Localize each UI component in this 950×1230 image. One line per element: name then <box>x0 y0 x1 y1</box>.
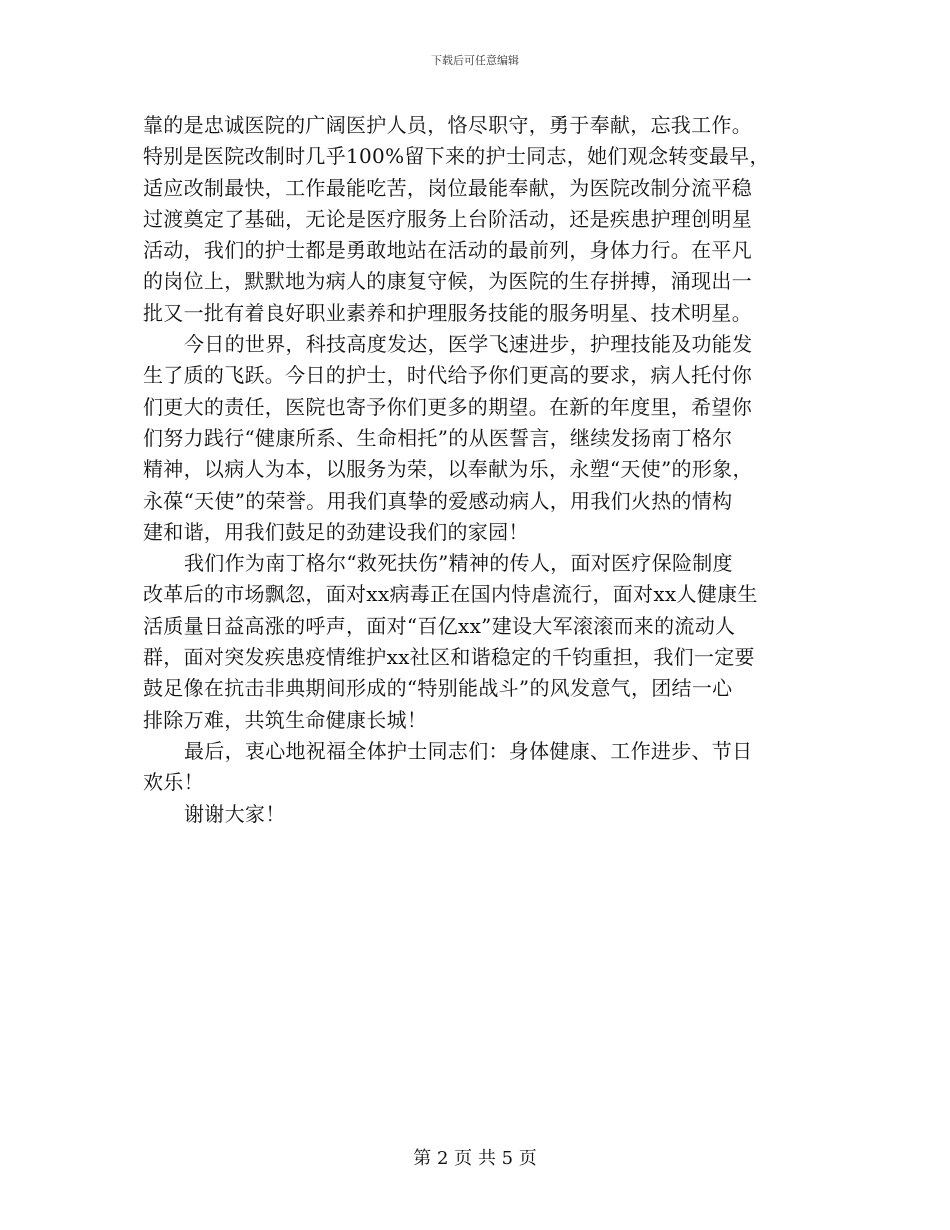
text-line: 最后，衷心地祝福全体护士同志们：身体健康、工作进步、节日 <box>184 738 753 763</box>
text-line: 永葆“天使”的荣誉。用我们真挚的爱感动病人，用我们火热的情构 <box>143 488 733 513</box>
paragraph <box>143 736 803 799</box>
text-line: 鼓足像在抗击非典期间形成的“特别能战斗”的风发意气，团结一心 <box>143 676 733 701</box>
text-line: 排除万难，共筑生命健康长城！ <box>143 707 428 732</box>
text-line: 精神，以病人为本，以服务为荣，以奉献为乐，永塑“天使”的形象， <box>143 457 753 482</box>
text-line: 们更大的责任，医院也寄予你们更多的期望。在新的年度里，希望你 <box>143 394 752 419</box>
text-line: 批又一批有着良好职业素养和护理服务技能的服务明星、技术明星。 <box>143 300 752 325</box>
text-line: 今日的世界，科技高度发达，医学飞速进步，护理技能及功能发 <box>184 332 753 357</box>
text-line: 们努力践行“健康所系、生命相托”的从医誓言，继续发扬南丁格尔 <box>143 425 733 450</box>
text-line: 改革后的市场飘忽，面对xx病毒正在国内恃虐流行，面对xx人健康生 <box>143 582 758 607</box>
text-line: 欢乐！ <box>143 770 204 795</box>
paragraph <box>143 329 803 548</box>
paragraph <box>143 548 803 736</box>
text-line: 靠的是忠诚医院的广阔医护人员，恪尽职守，勇于奉献，忘我工作。 <box>143 113 752 137</box>
page-footer <box>0 1147 950 1171</box>
paragraph <box>143 799 803 830</box>
page-number: 第 2 页 共 5 页 <box>413 1148 537 1169</box>
text-line: 谢谢大家！ <box>184 801 286 826</box>
document-body <box>143 110 803 830</box>
text-line: 我们作为南丁格尔“救死扶伤”精神的传人，面对医疗保险制度 <box>184 551 733 576</box>
text-line: 活动，我们的护士都是勇敢地站在活动的最前列，身体力行。在平凡 <box>143 238 752 263</box>
text-line: 生了质的飞跃。今日的护士，时代给予你们更高的要求，病人托付你 <box>143 363 752 388</box>
text-line: 适应改制最快，工作最能吃苦，岗位最能奉献，为医院改制分流平稳 <box>143 175 752 200</box>
text-line: 特别是医院改制时几乎100%留下来的护士同志，她们观念转变最早， <box>143 144 770 169</box>
text-line: 群，面对突发疾患疫情维护xx社区和谐稳定的千钧重担，我们一定要 <box>143 645 755 670</box>
download-edit-note: 下载后可任意编辑 <box>431 54 519 67</box>
text-line: 建和谐，用我们鼓足的劲建设我们的家园！ <box>143 519 529 544</box>
paragraph <box>143 110 803 329</box>
page-header <box>0 53 950 69</box>
text-line: 的岗位上，默默地为病人的康复守候，为医院的生存拼搏，涌现出一 <box>143 269 752 294</box>
text-line: 过渡奠定了基础，无论是医疗服务上台阶活动，还是疾患护理创明星 <box>143 206 752 231</box>
text-line: 活质量日益高涨的呼声，面对“百亿xx”建设大军滚滚而来的流动人 <box>143 613 736 638</box>
